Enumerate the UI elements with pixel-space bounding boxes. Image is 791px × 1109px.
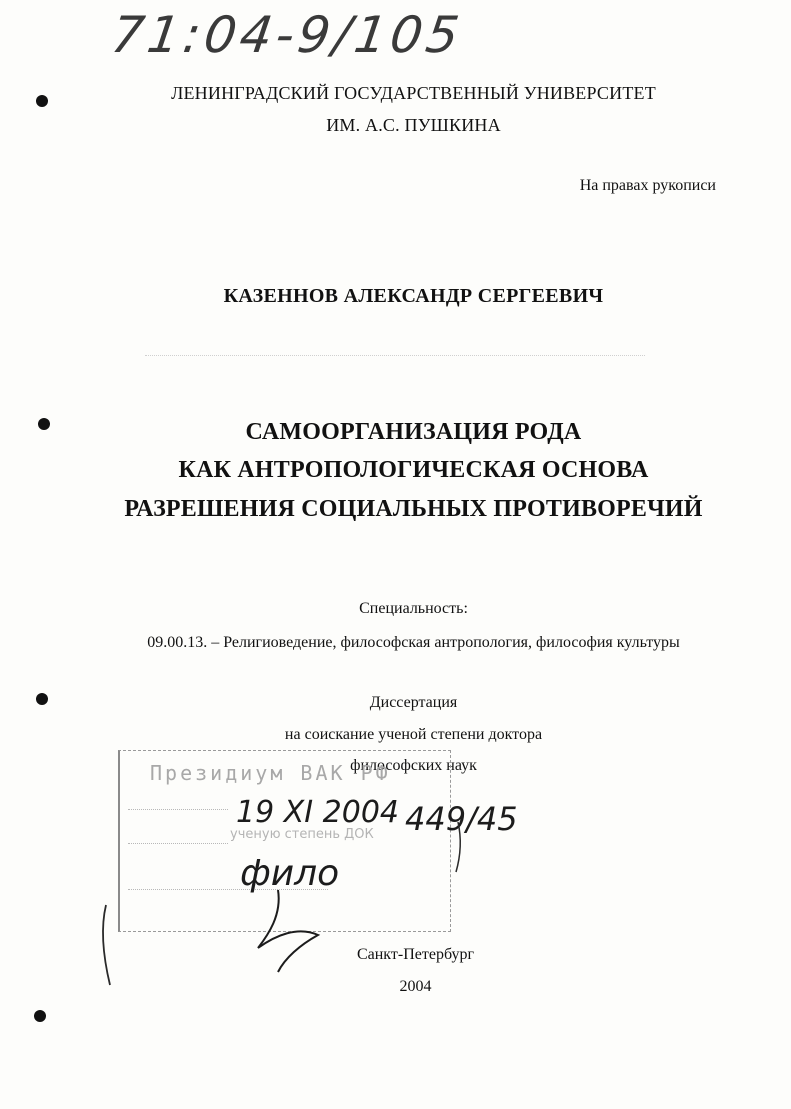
thesis-title-line3: РАЗРЕШЕНИЯ СОЦИАЛЬНЫХ ПРОТИВОРЕЧИЙ: [124, 496, 703, 522]
margin-stroke: [103, 905, 110, 985]
stamp-title: Президиум ВАК РФ: [150, 761, 391, 785]
specialty-label: Специальность:: [359, 600, 468, 617]
thesis-title-line1: САМООРГАНИЗАЦИЯ РОДА: [245, 419, 582, 445]
city-name: Санкт-Петербург: [356, 946, 475, 963]
handwritten-word: фило: [240, 853, 340, 894]
rights-note: На правах рукописи: [579, 177, 716, 194]
university-name-line1: ЛЕНИНГРАДСКИЙ ГОСУДАРСТВЕННЫЙ УНИВЕРСИТЕТ: [171, 83, 656, 103]
handwritten-archive-number: 71:04-9/105: [107, 6, 467, 64]
stamp-degree-line: ученую степень ДОК: [230, 827, 374, 842]
degree-line1: Диссертация: [369, 694, 458, 711]
university-name-line2: ИМ. А.С. ПУШКИНА: [326, 115, 501, 135]
thesis-title-line2: КАК АНТРОПОЛОГИЧЕСКАЯ ОСНОВА: [178, 457, 649, 483]
handwritten-date: 19 XI 2004: [236, 795, 399, 830]
author-name: КАЗЕННОВ АЛЕКСАНДР СЕРГЕЕВИЧ: [223, 285, 604, 307]
specialty-value: 09.00.13. – Религиоведение, философская антропология, философия культуры: [147, 634, 680, 651]
year: 2004: [399, 978, 432, 995]
handwritten-decision-number: 449/45: [405, 800, 518, 838]
degree-line2: на соискание ученой степени доктора: [284, 726, 543, 743]
degree-line3: философских наук: [350, 757, 477, 774]
